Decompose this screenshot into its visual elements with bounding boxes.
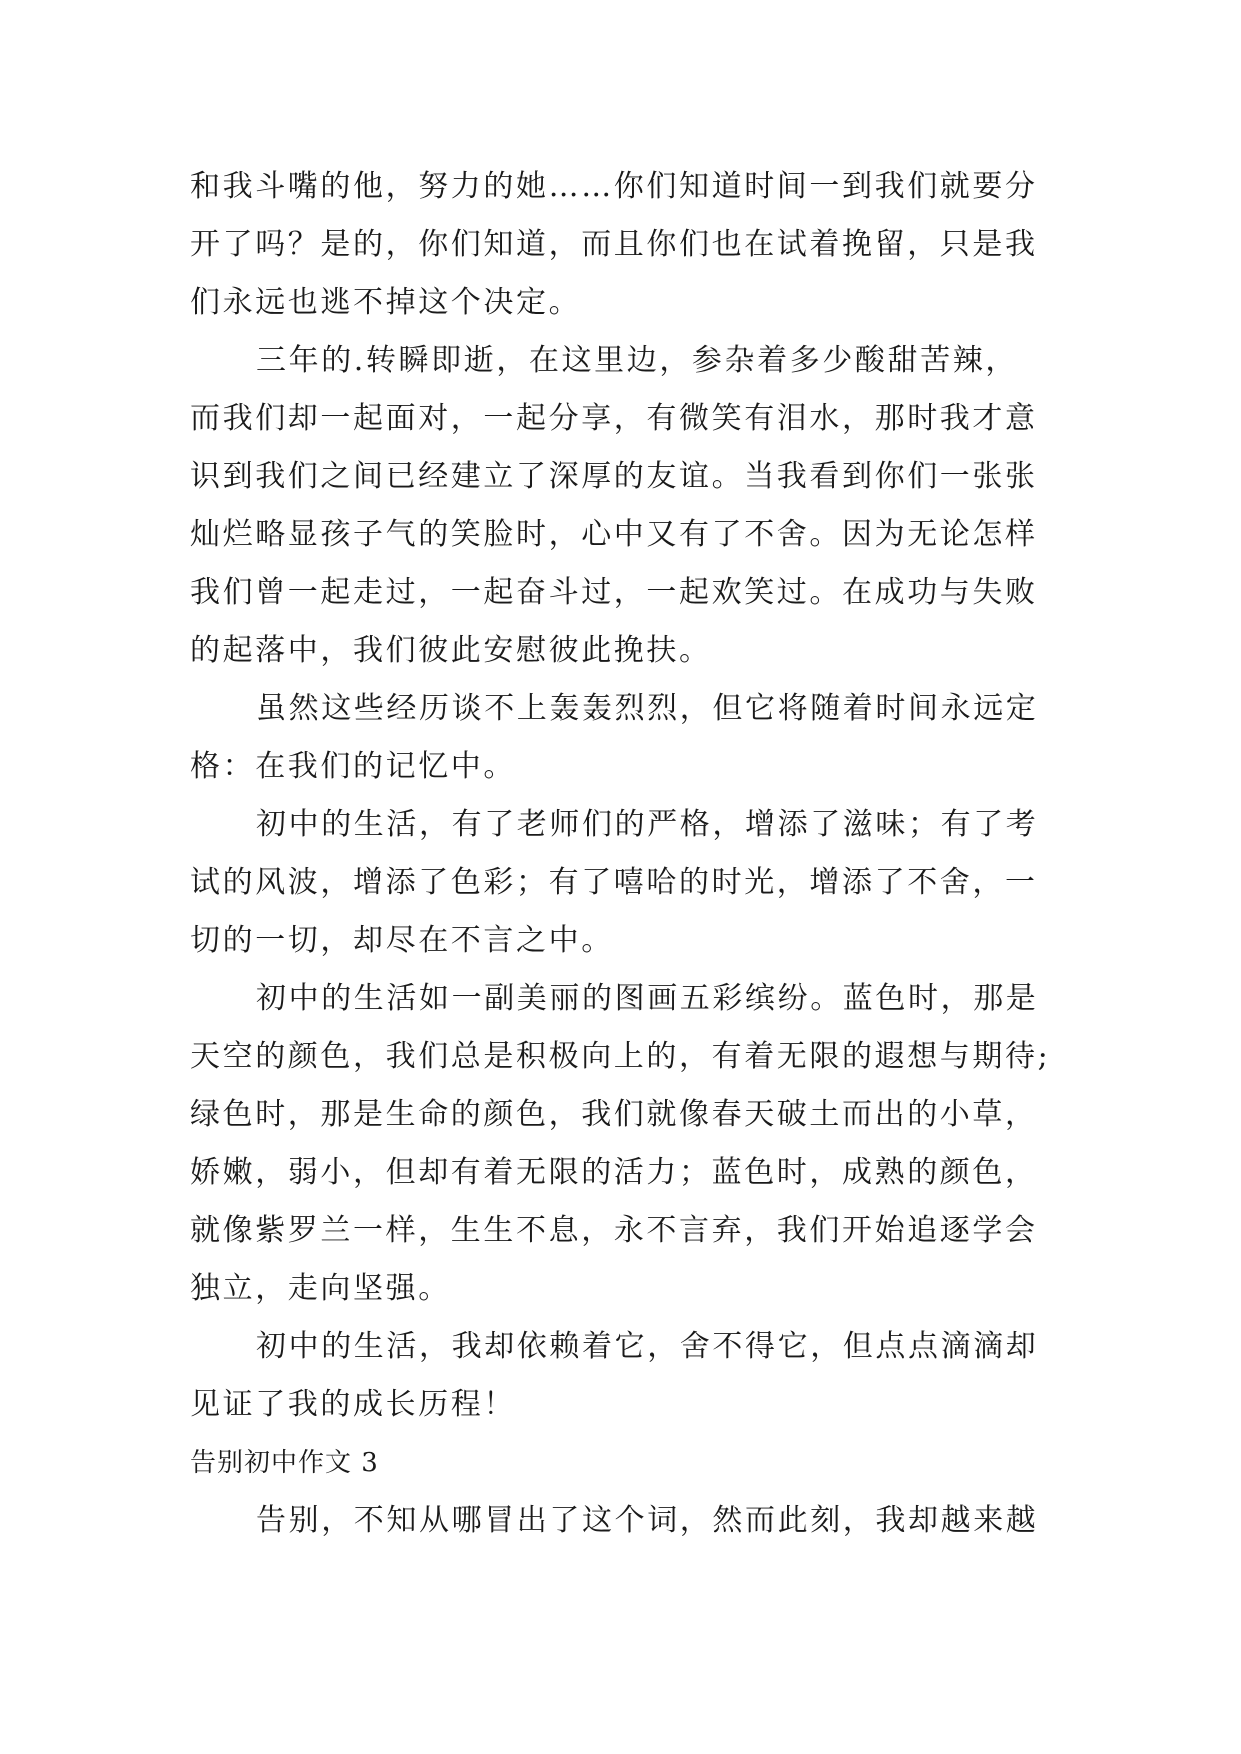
text-line: 格：在我们的记忆中。 [190, 749, 516, 784]
text-line: 识到我们之间已经建立了深厚的友谊。当我看到你们一张张 [190, 459, 1038, 494]
text-line: 虽然这些经历谈不上轰轰烈烈，但它将随着时间永远定 [256, 691, 1039, 726]
paragraph [190, 158, 1070, 332]
text-line: 见证了我的成长历程！ [190, 1387, 516, 1422]
text-line: 而我们却一起面对，一起分享，有微笑有泪水，那时我才意 [190, 401, 1038, 436]
text-line: 们永远也逃不掉这个决定。 [190, 285, 582, 320]
paragraph [190, 970, 1070, 1318]
text-line: 我们曾一起走过，一起奋斗过，一起欢笑过。在成功与失败 [190, 575, 1038, 610]
paragraph [190, 1492, 1070, 1550]
section-heading: 告别初中作文 3 [190, 1448, 379, 1478]
text-line: 的起落中，我们彼此安慰彼此挽扶。 [190, 633, 712, 668]
text-line: 娇嫩，弱小，但却有着无限的活力；蓝色时，成熟的颜色， [190, 1155, 1038, 1190]
paragraph [190, 1318, 1070, 1434]
document-body [190, 158, 1070, 1550]
text-line: 就像紫罗兰一样，生生不息，永不言弃，我们开始追逐学会 [190, 1213, 1038, 1248]
text-line: 初中的生活如一副美丽的图画五彩缤纷。蓝色时，那是 [256, 981, 1039, 1016]
text-line: 天空的颜色，我们总是积极向上的，有着无限的遐想与期待; [190, 1039, 1051, 1074]
text-line: 绿色时，那是生命的颜色，我们就像春天破土而出的小草， [190, 1097, 1038, 1132]
paragraph [190, 332, 1070, 680]
text-line: 和我斗嘴的他，努力的她……你们知道时间一到我们就要分 [190, 169, 1038, 204]
text-line: 初中的生活，我却依赖着它，舍不得它，但点点滴滴却 [256, 1329, 1039, 1364]
paragraph [190, 796, 1070, 970]
text-line: 独立，走向坚强。 [190, 1271, 451, 1306]
text-line: 告别，不知从哪冒出了这个词，然而此刻，我却越来越 [256, 1503, 1039, 1538]
text-line: 试的风波，增添了色彩；有了嘻哈的时光，增添了不舍，一 [190, 865, 1038, 900]
text-line: 切的一切，却尽在不言之中。 [190, 923, 614, 958]
text-line: 开了吗？是的，你们知道，而且你们也在试着挽留，只是我 [190, 227, 1038, 262]
paragraph [190, 680, 1070, 796]
text-line: 三年的.转瞬即逝，在这里边，参杂着多少酸甜苦辣， [256, 343, 1018, 378]
text-line: 灿烂略显孩子气的笑脸时，心中又有了不舍。因为无论怎样 [190, 517, 1038, 552]
text-line: 初中的生活，有了老师们的严格，增添了滋味；有了考 [256, 807, 1039, 842]
